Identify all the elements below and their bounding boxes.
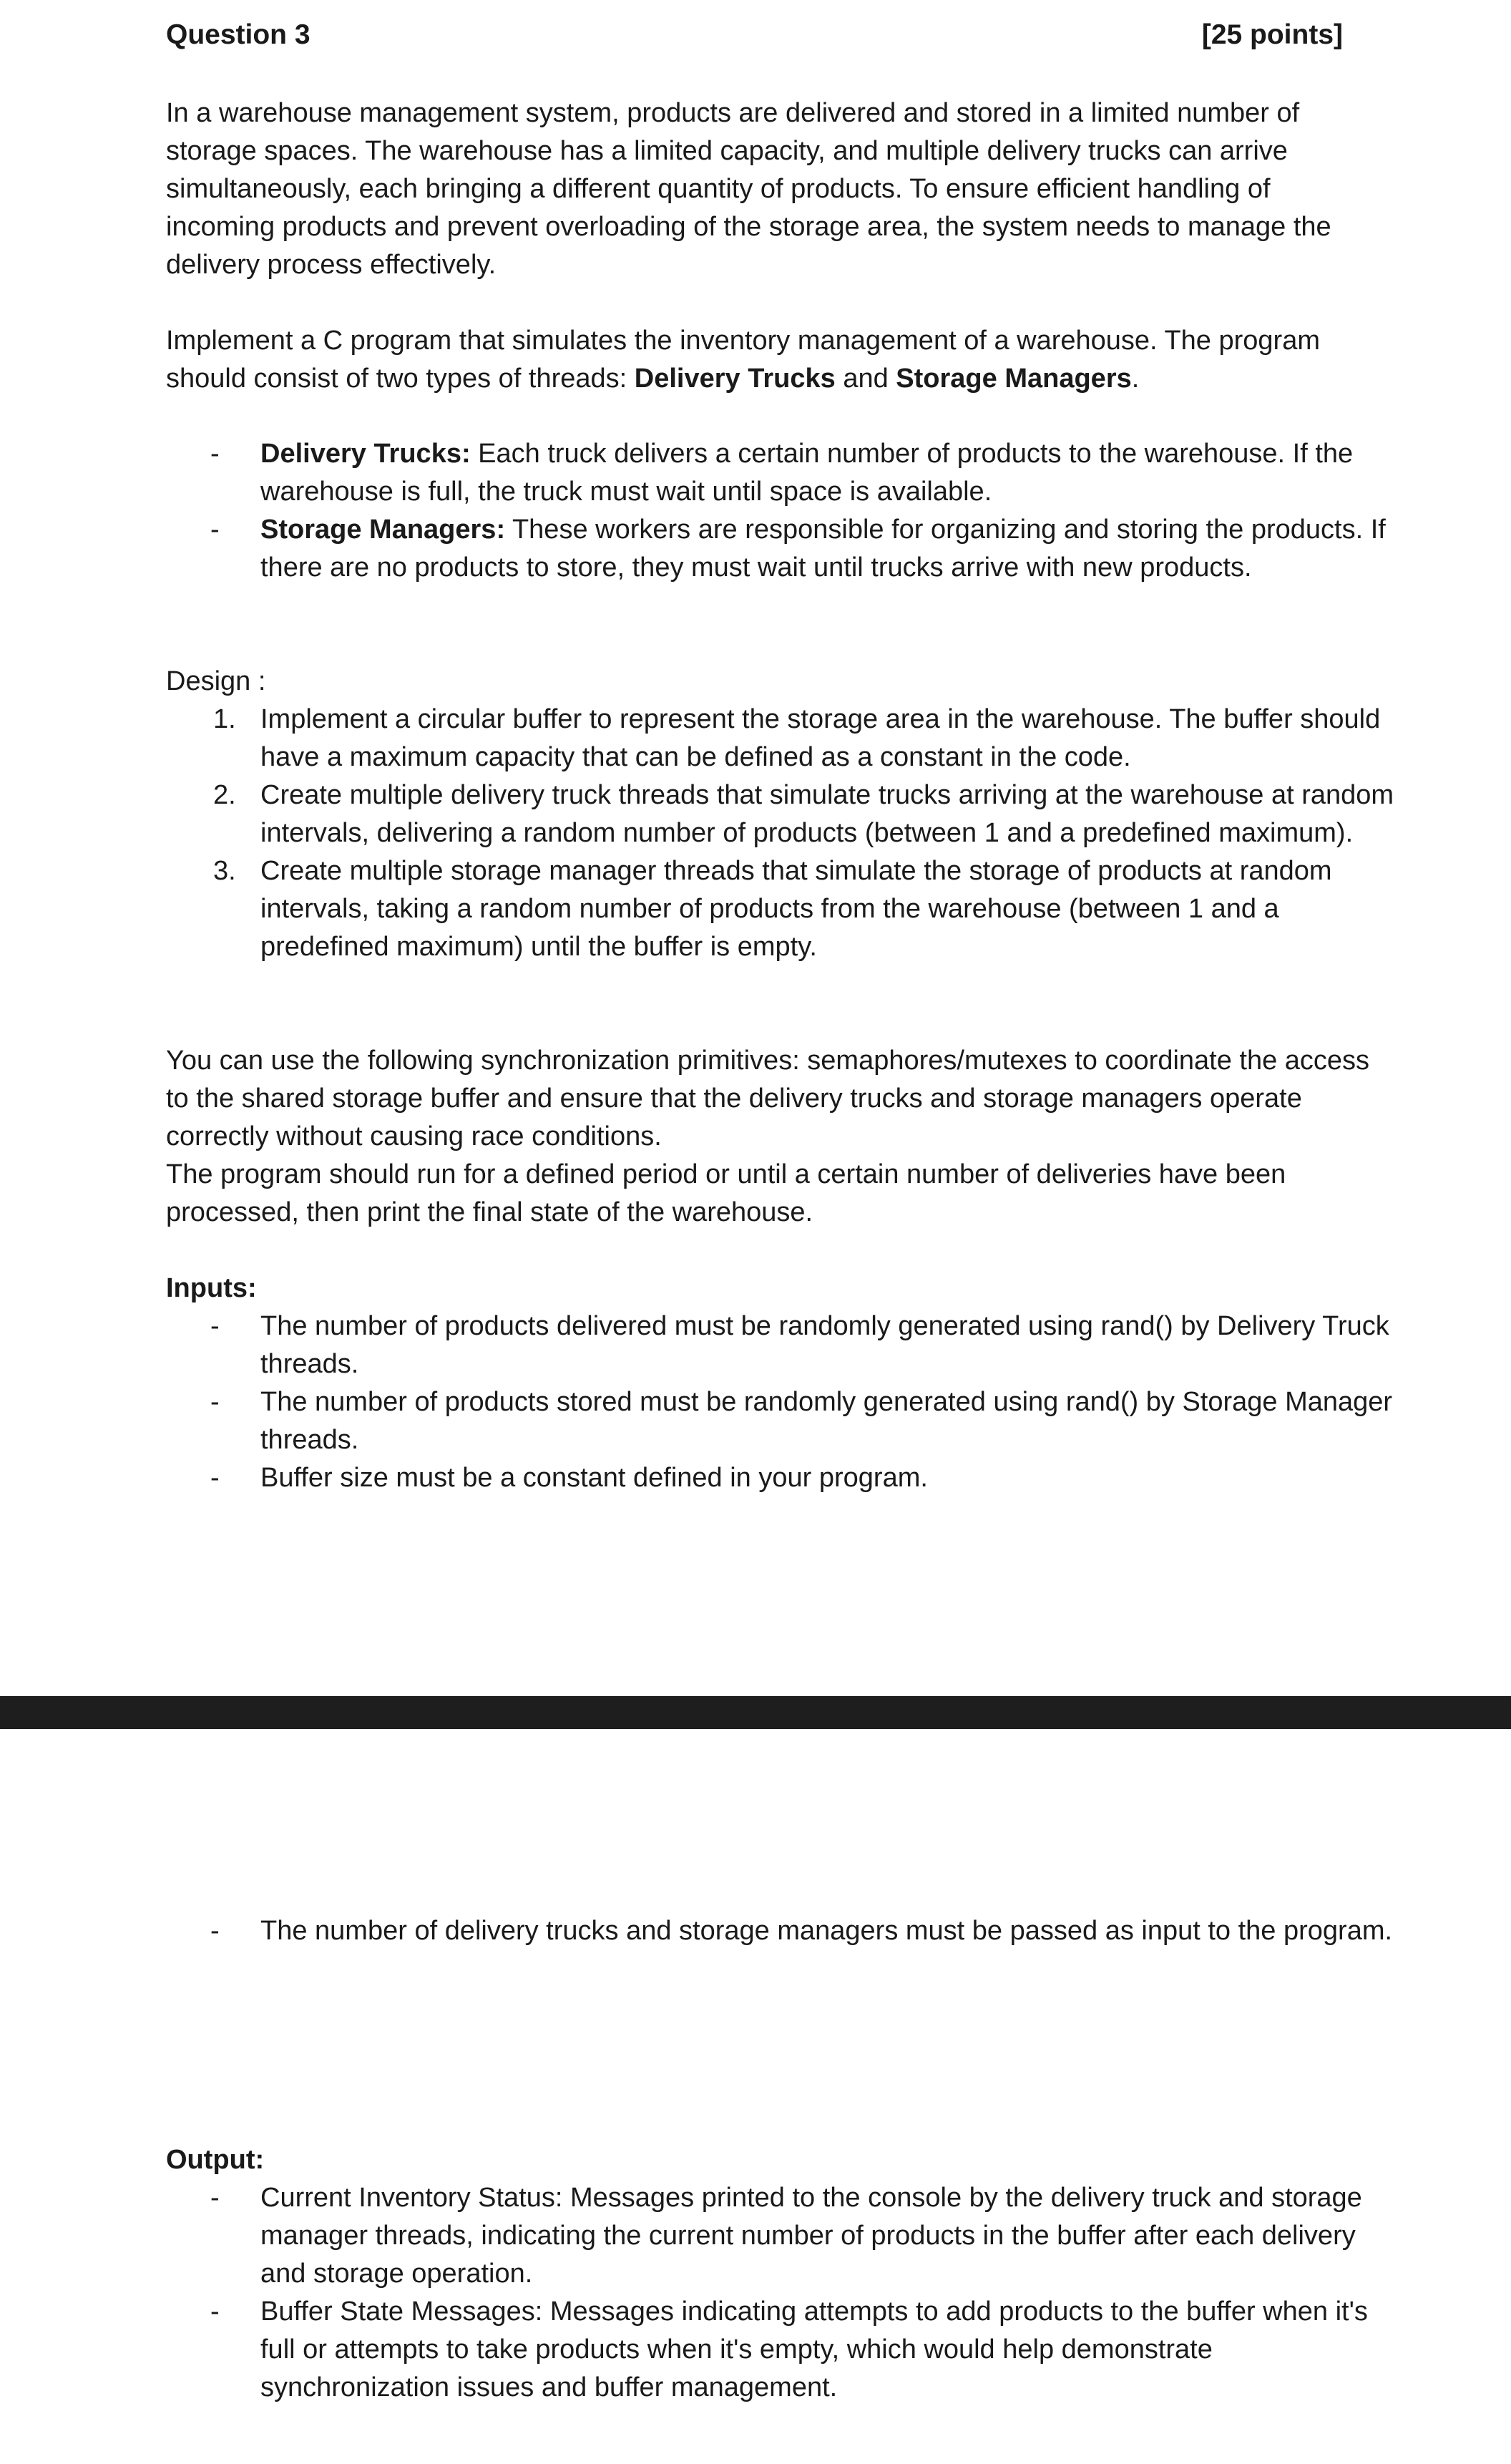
bullet-text: The number of products delivered must be randomly generated using rand() by Delivery Truck threads. — [260, 1311, 1389, 1379]
bullet-text: The number of delivery trucks and storage managers must be passed as input to the program. — [260, 1916, 1393, 1946]
bullet-dash: - — [210, 2183, 220, 2213]
list-item — [166, 511, 1397, 587]
bullet-term: Storage Managers: — [260, 515, 506, 545]
output-heading: Output: — [166, 2145, 265, 2175]
list-item — [166, 776, 1397, 852]
question-title: Question 3 — [166, 19, 310, 50]
item-number: 2. — [213, 780, 236, 810]
list-item — [166, 2179, 1397, 2293]
bullet-text: The number of products stored must be randomly generated using rand() by Storage Manager threads. — [260, 1387, 1393, 1455]
item-number: 1. — [213, 704, 236, 734]
bullet-text: Buffer size must be a constant defined in your program. — [260, 1463, 928, 1493]
term-delivery-trucks: Delivery Trucks — [634, 364, 836, 394]
design-section — [166, 663, 1397, 966]
list-item — [166, 435, 1397, 511]
bullet-dash: - — [210, 1463, 220, 1493]
bullet-dash: - — [210, 515, 220, 545]
intro-paragraph: In a warehouse management system, products are delivered and stored in a limited number of storage spaces. The warehouse has a limited capacity, and multiple delivery trucks can arrive simultaneously, each bringing a different quantity of products. To ensure efficient handling of incoming products and prevent overloading of the storage area, the system needs to manage the delivery process effectively. — [166, 98, 1331, 280]
run-paragraph: The program should run for a defined period or until a certain number of deliveries have been processed, then print the final state of the warehouse. — [166, 1159, 1286, 1227]
list-item — [166, 1459, 1397, 1497]
question-header — [166, 16, 1343, 54]
implement-and: and — [835, 364, 896, 394]
item-text: Create multiple storage manager threads that simulate the storage of products at random intervals, taking a random number of products from the warehouse (between 1 and a predefined maximum) until the buffer is empty. — [260, 856, 1332, 962]
sync-paragraph: You can use the following synchronization primitives: semaphores/mutexes to coordinate the access to the shared storage buffer and ensure that the delivery trucks and storage managers operate correctly without causing race conditions. The program should run for a defined period or until a certain number of deliveries have been processed, then print the final state of the warehouse. — [166, 1042, 1397, 1232]
list-item — [166, 701, 1397, 776]
bullet-text: Current Inventory Status: Messages printed to the console by the delivery truck and storage manager threads, indicating the current number of products in the buffer after each delivery and storage operation. — [260, 2183, 1362, 2289]
thread-types-list — [166, 435, 1397, 587]
bullet-text: These workers are responsible for organizing and storing the products. If there are no products to store, they must wait until trucks arrive with new products. — [260, 515, 1386, 583]
list-item — [166, 2293, 1397, 2407]
list-item — [166, 1308, 1397, 1383]
bullet-dash: - — [210, 1916, 220, 1946]
bullet-text: Each truck delivers a certain number of products to the warehouse. If the warehouse is full, the truck must wait until space is available. — [260, 439, 1354, 507]
item-text: Implement a circular buffer to represent the storage area in the warehouse. The buffer should have a maximum capacity that can be defined as a constant in the code. — [260, 704, 1381, 772]
page-divider-bar — [0, 1696, 1511, 1729]
bullet-term: Delivery Trucks: — [260, 439, 471, 469]
bullet-text: Buffer State Messages: Messages indicating attempts to add products to the buffer when it's full or attempts to take products when it's empty, which would help demonstrate synchronization issues and buffer management. — [260, 2297, 1368, 2402]
term-storage-managers: Storage Managers — [896, 364, 1132, 394]
implement-end: . — [1131, 364, 1140, 394]
bullet-dash: - — [210, 2297, 220, 2327]
item-number: 3. — [213, 856, 236, 886]
list-item — [166, 1383, 1397, 1459]
item-text: Create multiple delivery truck threads that simulate trucks arriving at the warehouse at random intervals, delivering a random number of products (between 1 and a predefined maximum). — [260, 780, 1394, 848]
inputs-section — [166, 1270, 1397, 1497]
list-item — [166, 1912, 1397, 1950]
bullet-dash: - — [210, 1387, 220, 1417]
bullet-dash: - — [210, 439, 220, 469]
output-section — [166, 2141, 1397, 2407]
implement-lead: Implement a C program that simulates the inventory management of a warehouse. The program should consist of two types of threads: — [166, 326, 1320, 394]
inputs-heading: Inputs: — [166, 1273, 257, 1303]
implement-paragraph — [166, 322, 1397, 398]
bullet-dash: - — [210, 1311, 220, 1341]
inputs-continued — [166, 1912, 1397, 1950]
list-item — [166, 852, 1397, 966]
design-heading: Design : — [166, 666, 266, 696]
question-points: [25 points] — [1201, 19, 1343, 50]
